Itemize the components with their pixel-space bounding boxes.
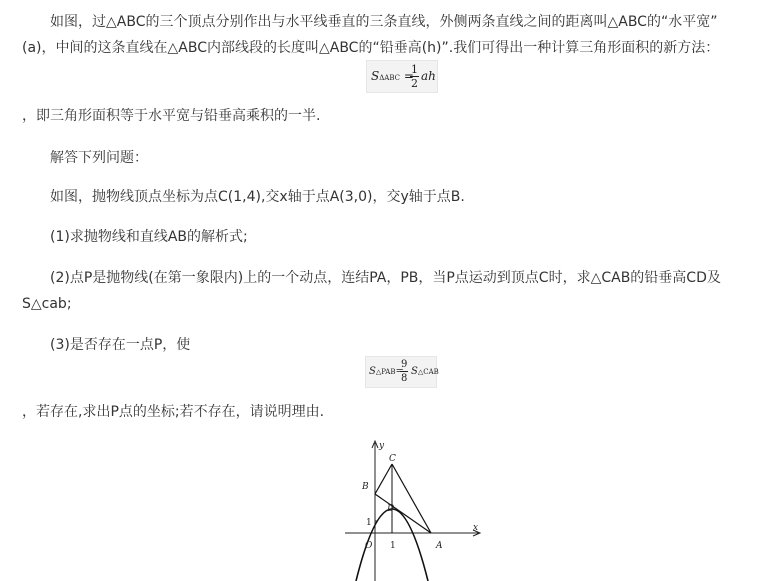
question-3-end: ，若存在,求出P点的坐标;若不存在，请说明理由. — [22, 404, 325, 420]
formula2-num: 9 — [401, 359, 408, 370]
formula1-fraction — [410, 63, 419, 90]
section-title: 解答下列问题： — [50, 150, 148, 166]
formula2-lhs-sub: △PAB — [375, 368, 396, 376]
formula2-lhs: S — [369, 366, 376, 377]
question-1: (1)求抛物线和直线AB的解析式; — [50, 229, 248, 245]
question-2-line-1: (2)点P是抛物线(在第一象限内)上的一个动点，连结PA，PB，当P点运动到顶点C时，求△CAB的铅垂高CD及 — [50, 270, 721, 286]
intro-line-1: 如图，过△ABC的三个顶点分别作出与水平线垂直的三条直线，外侧两条直线之间的距离叫△ABC的“水平宽” — [50, 14, 718, 30]
formula1-lhs: S — [371, 69, 380, 83]
point-c-label: C — [389, 454, 396, 464]
point-b-label: B — [362, 482, 369, 492]
formula1-lhs-sub: ΔABC — [379, 74, 400, 82]
formula1-den: 2 — [411, 77, 418, 90]
formula-area-equation — [366, 60, 438, 93]
problem-setup: 如图，抛物线顶点坐标为点C(1,4),交x轴于点A(3,0)，交y轴于点B. — [50, 189, 465, 205]
question-3: (3)是否存在一点P，使 — [50, 337, 191, 353]
intro-line-3: ，即三角形面积等于水平宽与铅垂高乘积的一半. — [22, 108, 321, 124]
formula1-rhs: ah — [421, 69, 436, 83]
point-a-label: A — [436, 541, 443, 551]
parabola-figure — [320, 437, 485, 581]
formula1-num: 1 — [411, 63, 418, 76]
formula2-rhs: S — [411, 366, 418, 377]
figure-background — [320, 437, 485, 581]
x-tick-1-label: 1 — [390, 541, 396, 551]
x-axis-label: x — [473, 523, 479, 533]
y-axis-label: y — [379, 441, 385, 451]
formula2-fraction — [400, 358, 408, 385]
formula2-rhs-sub: △CAB — [417, 368, 439, 376]
formula-area-ratio — [365, 356, 437, 388]
formula1-eq: = — [403, 69, 414, 83]
formula2-eq: = — [395, 366, 404, 377]
question-2-line-2: S△cab; — [22, 296, 72, 312]
point-d-label: D — [387, 504, 395, 514]
y-tick-1-label: 1 — [366, 518, 372, 528]
origin-label: O — [365, 541, 373, 551]
intro-line-2: (a)，中间的这条直线在△ABC内部线段的长度叫△ABC的“铅垂高(h)”.我们可得出一种计算三角形面积的新方法： — [22, 40, 720, 56]
formula2-den: 8 — [401, 373, 408, 384]
